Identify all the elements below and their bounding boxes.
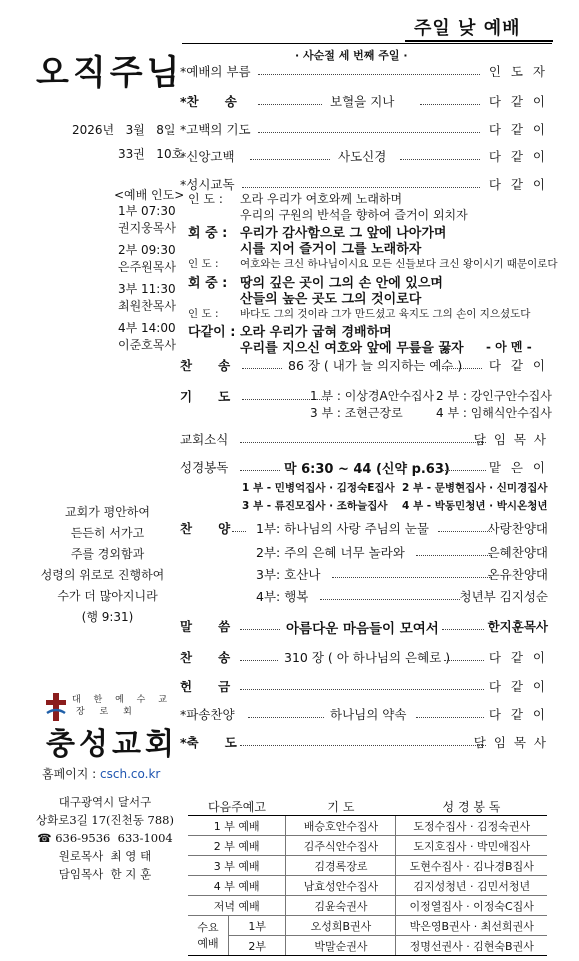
bulletin-volume: 33권 10호 [118,147,184,161]
service-name: 3 부 예배 [188,856,286,876]
responsive-line [188,238,421,257]
order-label: 교회소식 [180,432,229,447]
dotted-leader [416,717,484,718]
prayer-person: 김경록장로 [286,856,396,876]
reading-text: 오라 우리가 여호와께 노래하며 [240,192,403,206]
scripture-readers: 도정수집사 · 김정숙권사 [396,816,547,836]
phone-line: ☎ 636-9536 633-1004 [37,831,173,845]
reading-text: 오라 우리가 굽혀 경배하며 [240,325,392,340]
scripture-readers: 이정열집사 · 이정숙C집사 [396,896,547,916]
reading-text: 우리가 감사함으로 그 앞에 나아가며 [240,226,447,241]
dotted-leader [240,660,278,661]
preacher: 한지훈목사 [487,619,548,634]
time-slot-leader: 이준호목사 [118,338,176,352]
dotted-leader [258,104,322,105]
dotted-leader [242,368,282,369]
homepage-label: 홈페이지 : [42,767,101,781]
column-header: 기 도 [286,797,396,816]
dotted-leader [320,599,460,600]
order-label: 헌 금 [180,679,231,694]
wednesday-label-1: 수요 [197,920,219,934]
order-church-news [180,430,548,450]
table-row [188,896,547,916]
verse-line: 수가 더 많아지니라 [57,589,158,603]
column-header: 다음주예고 [188,797,286,816]
anthem-title: 1부: 하나님의 사랑 주님의 눈물 [256,521,429,536]
time-slot-label: 4부 14:00 [118,321,176,335]
scripture-verse-block [30,502,185,628]
order-label: 말 씀 [180,619,231,634]
anthem-title: 2부: 주의 은혜 너무 놀라와 [256,545,405,560]
verse-line: 든든히 서가고 [70,526,145,540]
service-name: 저녁 예배 [188,896,286,916]
service-title: 주일 낮 예배 [414,18,521,39]
time-slot-leader: 권지웅목사 [118,221,176,235]
order-hymn-1 [180,92,548,112]
choir-name: 사랑찬양대 [487,521,548,536]
order-scripture [180,458,548,478]
hymn-title: 86 장 ( 내가 늘 의지하는 예수 ) [288,358,463,373]
worship-time-1 [118,203,176,237]
order-performer: 다 같 이 [488,122,548,137]
reader-4: 4 부 - 박동민청년 · 박시온청년 [402,500,548,512]
prayer-leader-3: 3 부 : 조현근장로 [310,406,403,420]
worship-time-2 [118,242,176,276]
speaker: 다같이 : [188,325,236,340]
sermon-title: 아름다운 마음들이 모여서 [286,621,439,637]
speaker: 인 도 : [188,192,223,206]
order-label: *찬 송 [180,94,237,109]
anthem-4 [256,587,548,607]
order-sermon [180,617,548,637]
table-row [188,936,547,956]
order-performer: 담 임 목 사 [473,735,548,750]
dotted-leader [240,689,484,690]
table-row [188,876,547,896]
address-line: 상화로3길 17(진천동 788) [36,813,174,827]
dotted-leader [240,745,486,746]
order-offering [180,677,548,697]
order-label: 기 도 [180,389,231,404]
dotted-leader [438,531,492,532]
motto-title: 오직주님 [36,53,184,93]
time-slot-label: 2부 09:30 [118,243,176,257]
bulletin-date: 2026년 3월 8일 [72,123,176,137]
order-label: *예배의 부름 [180,64,251,79]
dotted-leader [400,159,480,160]
verse-line: 주를 경외함과 [70,547,145,561]
church-name: 충성교회 [46,727,178,762]
table-row [188,916,547,936]
time-slot-label: 1부 07:30 [118,204,176,218]
reader-3: 3 부 - 류진모집사 · 조하늘집사 [242,500,388,512]
time-slot-leader: 최원찬목사 [118,299,176,313]
wednesday-label [188,916,229,956]
prayer-person: 박말순권사 [286,936,396,956]
reading-text: 바다도 그의 것이라 그가 만드셨고 육지도 그의 손이 지으셨도다 [240,308,531,320]
worship-leaders-title: <예배 인도> [114,188,185,202]
reading-text: 우리를 지으신 여호와 앞에 무릎을 꿇자 [240,341,464,356]
scripture-readers: 도지호집사 · 박민애집사 [396,836,547,856]
reading-text: 우리의 구원의 반석을 향하여 즐거이 외치자 [240,208,468,222]
hymn-title: 보혈을 지나 [330,94,395,109]
anthem-title: 3부: 호산나 [256,567,321,582]
dotted-leader [240,470,280,471]
order-hymn-2 [180,356,548,376]
verse-line: 교회가 평안하여 [65,505,150,519]
anthem-1 [256,519,548,539]
responsive-line [188,190,402,207]
responsive-line [188,306,530,321]
verse-line: 성령의 위로로 진행하여 [40,568,165,582]
reading-text: 여호와는 크신 하나님이시요 모든 신들보다 크신 왕이시기 때문이로다 [240,258,558,270]
order-label: *고백의 기도 [180,122,251,137]
order-performer: 다 같 이 [488,149,548,164]
scripture-readers: 도현수집사 · 김나경B집사 [396,856,547,876]
order-hymn-3 [180,648,548,668]
dotted-leader [258,132,480,133]
order-call-to-worship [180,62,548,82]
liturgical-week: · 사순절 세 번째 주일 · [295,49,408,62]
address-line: 대구광역시 달서구 [58,795,152,809]
prayer-leader-1: 1 부 : 이상경A안수집사 [310,389,435,403]
song-title: 하나님의 약속 [330,707,407,722]
order-label: 찬 송 [180,358,231,373]
dotted-leader [258,74,480,75]
hymn-title: 310 장 ( 아 하나님의 은혜로 ) [284,650,451,665]
service-name: 4 부 예배 [188,876,286,896]
denomination-name: 대 한 예 수 교 [72,695,172,705]
prayer-leader-4: 4 부 : 임해식안수집사 [436,406,552,420]
anthem-title: 4부: 행복 [256,589,309,604]
responsive-line [188,288,421,307]
choir-name: 은혜찬양대 [487,545,548,560]
order-performer: 맡 은 이 [488,460,548,475]
prayer-person: 김주식안수집사 [286,836,396,856]
speaker: 인 도 : [188,308,219,320]
order-creed [180,147,548,167]
column-header: 성 경 봉 독 [396,797,547,816]
order-performer: 다 같 이 [488,358,548,373]
dotted-leader [442,470,486,471]
church-address-block [30,793,180,883]
dotted-leader [332,577,492,578]
table-row [188,816,547,836]
speaker: 인 도 : [188,258,219,270]
prayer-person: 배승호안수집사 [286,816,396,836]
dotted-leader [250,159,330,160]
scripture-reference: 막 6:30 ~ 44 (신약 p.63) [284,462,450,477]
denomination-name-2: 장 로 회 [76,707,138,717]
order-sending-song [180,705,548,725]
dotted-leader [444,660,484,661]
dotted-leader [232,531,246,532]
service-name: 2 부 예배 [188,836,286,856]
order-label: *파송찬양 [180,707,235,722]
table-header-row [188,797,547,816]
order-performer: 다 같 이 [488,707,548,722]
anthem-2 [256,543,548,563]
dotted-leader [242,187,480,188]
order-label: *성시교독 [180,177,235,192]
next-week-schedule-table [188,797,547,956]
service-name: 1 부 예배 [188,816,286,836]
time-slot-label: 3부 11:30 [118,282,176,296]
service-name: 1부 [229,916,286,936]
prayer-person: 김윤숙권사 [286,896,396,916]
dotted-leader [240,442,486,443]
reader-2: 2 부 - 문병현집사 · 신미경집사 [402,482,548,494]
order-performer: 다 같 이 [488,650,548,665]
order-label: *축 도 [180,735,237,750]
order-performer: 다 같 이 [488,679,548,694]
reader-1: 1 부 - 민병억집사 · 김정숙E집사 [242,482,395,494]
reading-text: 시를 지어 즐거이 그를 노래하자 [240,242,422,257]
dotted-leader [248,717,324,718]
prayer-person: 오성희B권사 [286,916,396,936]
prayer-leader-2: 2 부 : 강인구안수집사 [436,389,552,403]
order-performer: 다 같 이 [488,94,548,109]
dotted-leader [442,629,484,630]
order-performer: 인 도 자 [488,64,548,79]
choir-name: 청년부 김지성순 [459,589,548,604]
amen: - 아 멘 - [486,340,532,354]
wednesday-label-2: 예배 [197,936,219,950]
speaker: 회 중 : [188,276,228,291]
header-divider [405,40,553,42]
homepage-link[interactable]: csch.co.kr [100,767,161,781]
creed-title: 사도신경 [338,149,387,164]
header-divider-thin [182,43,552,44]
anthem-3 [256,565,548,585]
worship-time-4 [118,320,176,354]
homepage [42,765,160,782]
speaker: 회 중 : [188,226,228,241]
dotted-leader [442,368,482,369]
scripture-readers: 정명선권사 · 김현숙B권사 [396,936,547,956]
order-label: *신앙고백 [180,149,235,164]
order-confession-prayer [180,120,548,140]
scripture-readers: 김지성청년 · 김민서청년 [396,876,547,896]
prayer-person: 남효성안수집사 [286,876,396,896]
responsive-line [188,256,558,271]
order-benediction [180,733,548,753]
emeritus-pastor: 원로목사 최 영 태 [58,849,152,863]
responsive-line [188,206,468,223]
worship-time-3 [118,281,176,315]
dotted-leader [416,555,492,556]
reading-text: 산들의 높은 곳도 그의 것이로다 [240,292,422,307]
time-slot-leader: 은주원목사 [118,260,176,274]
scripture-readers: 박은영B권사 · 최선희권사 [396,916,547,936]
service-name: 2부 [229,936,286,956]
reading-text: 땅의 깊은 곳이 그의 손 안에 있으며 [240,276,443,291]
order-label: 찬 양 [180,521,231,536]
table-row [188,856,547,876]
responsive-line [188,337,464,356]
choir-name: 온유찬양대 [487,567,548,582]
verse-reference: (행 9:31) [81,610,134,624]
order-label: 성경봉독 [180,460,229,475]
order-performer: 담 임 목 사 [473,432,548,447]
dotted-leader [420,104,480,105]
senior-pastor: 담임목사 한 지 훈 [58,867,152,881]
order-label: 찬 송 [180,650,231,665]
table-row [188,836,547,856]
order-performer: 다 같 이 [488,177,548,192]
dotted-leader [240,629,280,630]
